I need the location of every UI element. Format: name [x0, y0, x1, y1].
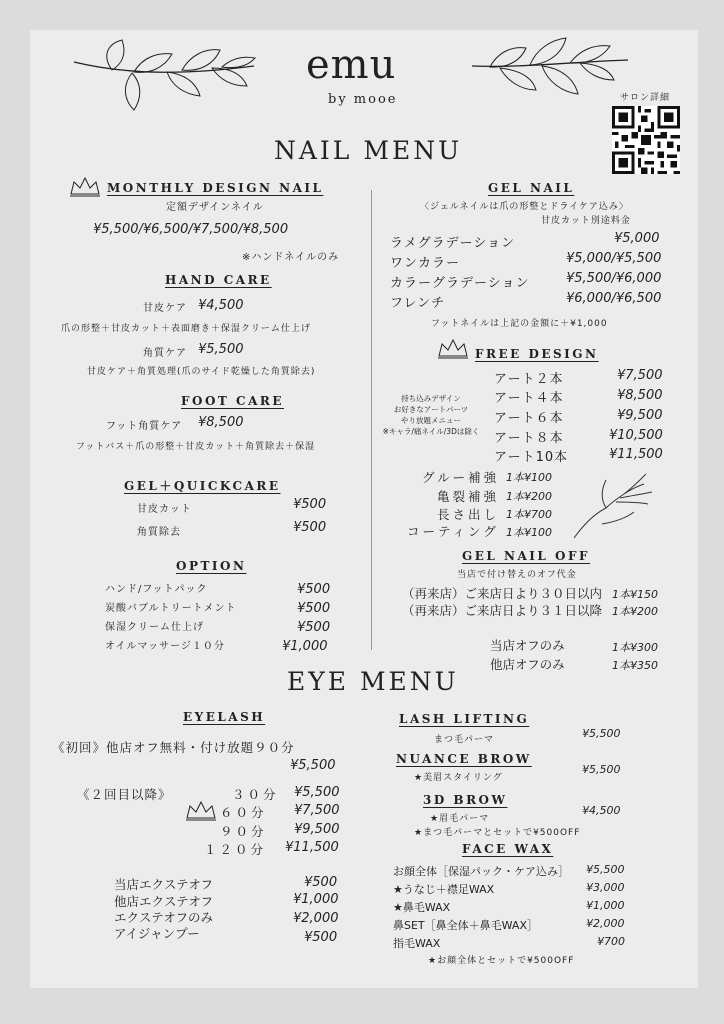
free-design-title: FREE DESIGN — [475, 347, 599, 361]
hand-care-price1: ¥4,500 — [198, 298, 244, 313]
brow-3d-item: ★眉毛パーマ — [430, 814, 490, 824]
free-design-note: 持ち込みデザイン — [401, 394, 461, 403]
option-price: ¥500 — [297, 620, 331, 635]
eyelash-time: ６０分 — [220, 805, 267, 820]
hand-care-price2: ¥5,500 — [198, 342, 244, 357]
eyelash-extra-price: ¥1,000 — [293, 892, 339, 907]
monthly-prices: ¥5,500/¥6,500/¥7,500/¥8,500 — [93, 222, 289, 237]
gel-quick-title: GEL＋QUICKCARE — [124, 479, 281, 493]
free-design-item: アート２本 — [494, 372, 564, 387]
monthly-sub: 定額デザインネイル — [166, 202, 264, 213]
free-design-note: ※キャラ/痛ネイル/3Dは除く — [382, 427, 480, 436]
gel-nail-sub2: 甘皮カット別途料金 — [541, 216, 631, 226]
free-design-item: アート６本 — [494, 411, 564, 426]
gel-nail-price: ¥5,000/¥5,500 — [566, 251, 662, 266]
free-design-item: アート４本 — [494, 391, 564, 406]
foot-care-price1: ¥8,500 — [198, 415, 244, 430]
free-design-price: ¥8,500 — [617, 388, 663, 403]
gel-nail-price: ¥6,000/¥6,500 — [566, 291, 662, 306]
face-wax-item: お顔全体［保湿パック・ケア込み］ — [393, 865, 569, 878]
qr-code-icon[interactable] — [612, 106, 680, 174]
gel-off-item: 当店オフのみ — [490, 638, 565, 653]
eyelash-time-price: ¥9,500 — [294, 822, 340, 837]
eyelash-extra: アイジャンプー — [114, 926, 200, 941]
lash-lift-price: ¥5,500 — [582, 727, 621, 740]
face-wax-price: ¥1,000 — [586, 899, 625, 912]
gel-off-sub: 当店で付け替えのオフ代金 — [457, 570, 577, 580]
option-price: ¥1,000 — [282, 639, 328, 654]
crown-icon — [436, 336, 470, 360]
free-design-item: アート８本 — [494, 431, 564, 446]
free-design-note: お好きなアートパーツ — [393, 405, 469, 414]
eyelash-second: 《２回目以降》 — [77, 787, 172, 802]
gel-off-price: 1本¥300 — [612, 641, 658, 654]
free-design-notes — [380, 393, 482, 437]
gel-nail-item: ラメグラデーション — [390, 236, 516, 251]
eyelash-first-price: ¥5,500 — [290, 758, 336, 773]
crown-icon — [68, 174, 102, 198]
gel-nail-title: GEL NAIL — [488, 181, 575, 195]
eyelash-time-price: ¥5,500 — [294, 785, 340, 800]
gel-off-item: 他店オフのみ — [490, 657, 565, 672]
gel-nail-item: フレンチ — [390, 296, 446, 311]
face-wax-price: ¥3,000 — [586, 881, 625, 894]
lash-lift-title: LASH LIFTING — [399, 712, 530, 726]
face-wax-title: FACE WAX — [462, 842, 554, 856]
face-wax-note: ★お顔全体とセットで¥500OFF — [428, 956, 575, 966]
eyelash-time-price: ¥11,500 — [285, 840, 339, 855]
free-design-extra: グルー補強 — [422, 470, 500, 485]
brand-sub: by mooe — [328, 92, 398, 107]
free-design-price: ¥10,500 — [609, 428, 663, 443]
brow-3d-price: ¥4,500 — [582, 804, 621, 817]
face-wax-price: ¥700 — [597, 935, 625, 948]
free-design-note: やり放題メニュー — [401, 416, 461, 425]
foot-care-title: FOOT CARE — [181, 394, 285, 408]
foot-care-desc1: フットバス＋爪の形整＋甘皮カット＋角質除去＋保湿 — [76, 442, 316, 452]
face-wax-price: ¥2,000 — [586, 917, 625, 930]
eyelash-time-price: ¥7,500 — [294, 803, 340, 818]
gel-nail-sub: 〈ジェルネイルは爪の形整とドライケア込み〉 — [420, 202, 629, 212]
gel-off-price: 1本¥350 — [612, 659, 658, 672]
lash-lift-item: まつ毛パーマ — [434, 735, 495, 745]
gel-quick-item1: 甘皮カット — [137, 504, 192, 515]
brow-3d-note: ★まつ毛パーマとセットで¥500OFF — [414, 828, 581, 838]
eyelash-extra: 当店エクステオフ — [114, 877, 214, 892]
leaf-branch-left-icon — [72, 36, 257, 116]
qr-label: サロン詳細 — [620, 93, 671, 103]
face-wax-price: ¥5,500 — [586, 863, 625, 876]
foot-care-item1: フット角質ケア — [106, 421, 183, 432]
column-divider — [371, 190, 372, 650]
gel-quick-price2: ¥500 — [293, 520, 327, 535]
gel-off-item: （再来店）ご来店日より３１日以降 — [402, 603, 603, 618]
eyelash-extra-price: ¥500 — [304, 875, 338, 890]
option-title: OPTION — [176, 559, 247, 573]
face-wax-item: 指毛WAX — [393, 937, 441, 950]
free-design-price: ¥7,500 — [617, 368, 663, 383]
eyelash-extra-price: ¥2,000 — [293, 911, 339, 926]
free-design-extra: コーティング — [407, 524, 499, 539]
free-design-extra: 長さ出し — [437, 507, 500, 522]
gel-off-title: GEL NAIL OFF — [462, 549, 591, 563]
option-item: オイルマッサージ１０分 — [105, 641, 225, 652]
face-wax-item: ★鼻毛WAX — [393, 901, 451, 914]
face-wax-item: 鼻SET［鼻全体＋鼻毛WAX］ — [393, 919, 538, 932]
hand-care-item2: 角質ケア — [143, 348, 187, 359]
brow-3d-title: 3D BROW — [423, 793, 508, 807]
free-design-extra-price: 1本¥100 — [506, 526, 552, 539]
free-design-extra-price: 1本¥100 — [506, 471, 552, 484]
hand-care-desc2: 甘皮ケア＋角質処理(爪のサイド乾燥した角質除去) — [87, 367, 316, 377]
face-wax-item: ★うなじ＋襟足WAX — [393, 883, 495, 896]
gel-nail-note: フットネイルは上記の金額に＋¥1,000 — [431, 319, 608, 329]
free-design-extra-price: 1本¥700 — [506, 508, 552, 521]
gel-off-price: 1本¥150 — [612, 588, 658, 601]
gel-quick-price1: ¥500 — [293, 497, 327, 512]
hand-care-desc1: 爪の形整＋甘皮カット＋表面磨き＋保湿クリーム仕上げ — [61, 324, 311, 334]
eyelash-extra-price: ¥500 — [304, 930, 338, 945]
gel-nail-price: ¥5,000 — [614, 231, 660, 246]
hand-care-title: HAND CARE — [165, 273, 272, 287]
option-item: 保湿クリーム仕上げ — [105, 622, 204, 633]
eyelash-time: ９０分 — [220, 824, 267, 839]
eyelash-time: １２０分 — [204, 842, 267, 857]
hand-line-icon — [572, 468, 662, 544]
free-design-price: ¥11,500 — [609, 447, 663, 462]
nuance-brow-price: ¥5,500 — [582, 763, 621, 776]
nuance-brow-item: ★美眉スタイリング — [414, 773, 503, 783]
gel-off-item: （再来店）ご来店日より３０日以内 — [402, 586, 603, 601]
eyelash-first: 《初回》他店オフ無料・付け放題９０分 — [52, 740, 295, 755]
option-price: ¥500 — [297, 601, 331, 616]
nail-menu-title: NAIL MENU — [274, 136, 463, 165]
free-design-extra-price: 1本¥200 — [506, 490, 552, 503]
leaf-branch-right-icon — [470, 32, 630, 112]
gel-quick-item2: 角質除去 — [137, 527, 181, 538]
gel-nail-price: ¥5,500/¥6,000 — [566, 271, 662, 286]
eye-menu-title: EYE MENU — [287, 667, 459, 696]
option-item: ハンド/フットパック — [105, 584, 208, 595]
hand-care-item1: 甘皮ケア — [143, 303, 187, 314]
option-item: 炭酸バブルトリートメント — [105, 603, 237, 614]
brand-name: emu — [306, 42, 397, 88]
free-design-price: ¥9,500 — [617, 408, 663, 423]
monthly-note: ※ハンドネイルのみ — [242, 252, 340, 263]
eyelash-title: EYELASH — [183, 710, 266, 724]
eyelash-time: ３０分 — [232, 787, 279, 802]
option-price: ¥500 — [297, 582, 331, 597]
free-design-extra: 亀裂補強 — [437, 489, 500, 504]
gel-nail-item: カラーグラデーション — [390, 276, 530, 291]
eyelash-extra: 他店エクステオフ — [114, 894, 214, 909]
monthly-title: MONTHLY DESIGN NAIL — [107, 181, 324, 195]
gel-off-price: 1本¥200 — [612, 605, 658, 618]
nuance-brow-title: NUANCE BROW — [396, 752, 532, 766]
crown-icon — [184, 798, 218, 822]
free-design-item: アート10本 — [494, 450, 569, 465]
eyelash-extra: エクステオフのみ — [114, 910, 214, 925]
gel-nail-item: ワンカラー — [390, 256, 461, 271]
